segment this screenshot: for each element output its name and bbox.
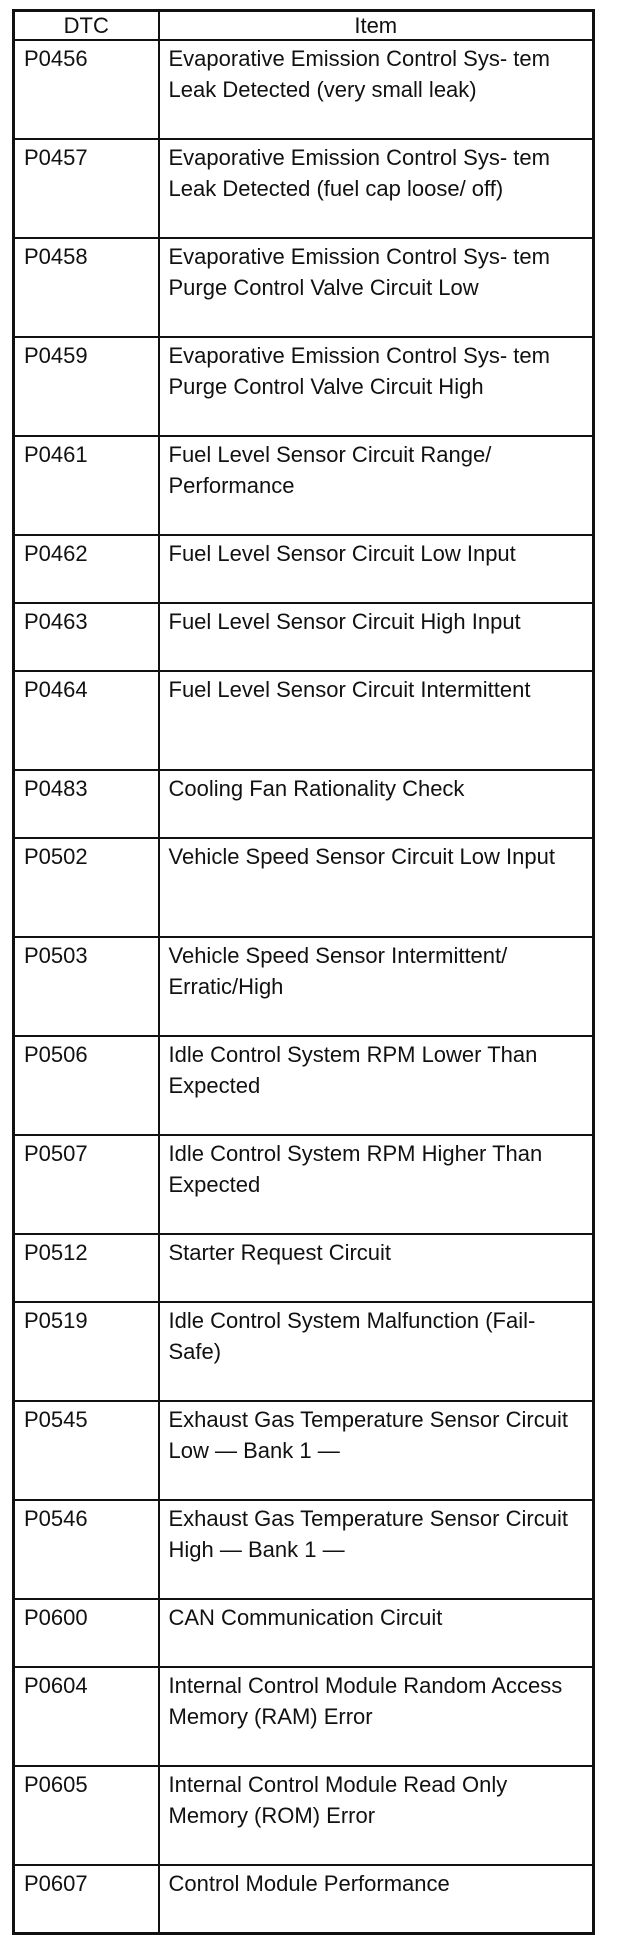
dtc-code-cell: P0503	[14, 937, 159, 1036]
dtc-item-cell: Internal Control Module Read Only Memory (ROM) Error	[159, 1766, 594, 1865]
dtc-code-cell: P0502	[14, 838, 159, 937]
table-row	[14, 1599, 594, 1667]
table-row	[14, 1766, 594, 1865]
dtc-item-cell: Idle Control System RPM Higher Than Expected	[159, 1135, 594, 1234]
table-body	[14, 40, 594, 1934]
dtc-code-cell: P0483	[14, 770, 159, 838]
dtc-item-cell: Idle Control System RPM Lower Than Expected	[159, 1036, 594, 1135]
table-row	[14, 337, 594, 436]
dtc-code-cell: P0519	[14, 1302, 159, 1401]
dtc-code-cell: P0464	[14, 671, 159, 770]
dtc-code-cell: P0507	[14, 1135, 159, 1234]
table-row	[14, 770, 594, 838]
table-row	[14, 1667, 594, 1766]
table-row	[14, 1500, 594, 1599]
dtc-code-cell: P0604	[14, 1667, 159, 1766]
table-row	[14, 1302, 594, 1401]
dtc-code-cell: P0506	[14, 1036, 159, 1135]
dtc-code-cell: P0463	[14, 603, 159, 671]
dtc-code-cell: P0605	[14, 1766, 159, 1865]
dtc-item-cell: Control Module Performance	[159, 1865, 594, 1934]
dtc-item-cell: Exhaust Gas Temperature Sensor Circuit Low — Bank 1 —	[159, 1401, 594, 1500]
header-row	[14, 11, 594, 41]
dtc-item-cell: CAN Communication Circuit	[159, 1599, 594, 1667]
dtc-code-cell: P0545	[14, 1401, 159, 1500]
header-dtc: DTC	[14, 11, 159, 41]
dtc-item-cell: Fuel Level Sensor Circuit Range/ Performance	[159, 436, 594, 535]
dtc-code-cell: P0600	[14, 1599, 159, 1667]
table-row	[14, 1865, 594, 1934]
dtc-code-cell: P0546	[14, 1500, 159, 1599]
table-row	[14, 603, 594, 671]
dtc-table	[12, 9, 595, 1935]
dtc-code-cell: P0607	[14, 1865, 159, 1934]
dtc-code-cell: P0462	[14, 535, 159, 603]
table-row	[14, 1135, 594, 1234]
dtc-item-cell: Evaporative Emission Control Sys- tem Leak Detected (very small leak)	[159, 40, 594, 139]
table-row	[14, 436, 594, 535]
dtc-code-cell: P0461	[14, 436, 159, 535]
dtc-code-cell: P0459	[14, 337, 159, 436]
dtc-item-cell: Internal Control Module Random Access Memory (RAM) Error	[159, 1667, 594, 1766]
dtc-item-cell: Fuel Level Sensor Circuit High Input	[159, 603, 594, 671]
dtc-item-cell: Cooling Fan Rationality Check	[159, 770, 594, 838]
dtc-item-cell: Starter Request Circuit	[159, 1234, 594, 1302]
dtc-code-cell: P0512	[14, 1234, 159, 1302]
table-header	[14, 11, 594, 41]
dtc-item-cell: Idle Control System Malfunction (Fail-Safe)	[159, 1302, 594, 1401]
dtc-item-cell: Vehicle Speed Sensor Circuit Low Input	[159, 838, 594, 937]
table-row	[14, 40, 594, 139]
dtc-item-cell: Evaporative Emission Control Sys- tem Leak Detected (fuel cap loose/ off)	[159, 139, 594, 238]
table-row	[14, 535, 594, 603]
header-item: Item	[159, 11, 594, 41]
dtc-item-cell: Vehicle Speed Sensor Intermittent/ Erratic/High	[159, 937, 594, 1036]
dtc-code-cell: P0458	[14, 238, 159, 337]
dtc-code-cell: P0457	[14, 139, 159, 238]
dtc-code-cell: P0456	[14, 40, 159, 139]
table-row	[14, 238, 594, 337]
table-row	[14, 139, 594, 238]
table-row	[14, 1401, 594, 1500]
dtc-item-cell: Evaporative Emission Control Sys- tem Purge Control Valve Circuit Low	[159, 238, 594, 337]
table-row	[14, 1234, 594, 1302]
table-row	[14, 838, 594, 937]
dtc-item-cell: Fuel Level Sensor Circuit Low Input	[159, 535, 594, 603]
dtc-item-cell: Evaporative Emission Control Sys- tem Purge Control Valve Circuit High	[159, 337, 594, 436]
table-row	[14, 671, 594, 770]
table-row	[14, 937, 594, 1036]
table-row	[14, 1036, 594, 1135]
dtc-item-cell: Exhaust Gas Temperature Sensor Circuit High — Bank 1 —	[159, 1500, 594, 1599]
dtc-item-cell: Fuel Level Sensor Circuit Intermittent	[159, 671, 594, 770]
